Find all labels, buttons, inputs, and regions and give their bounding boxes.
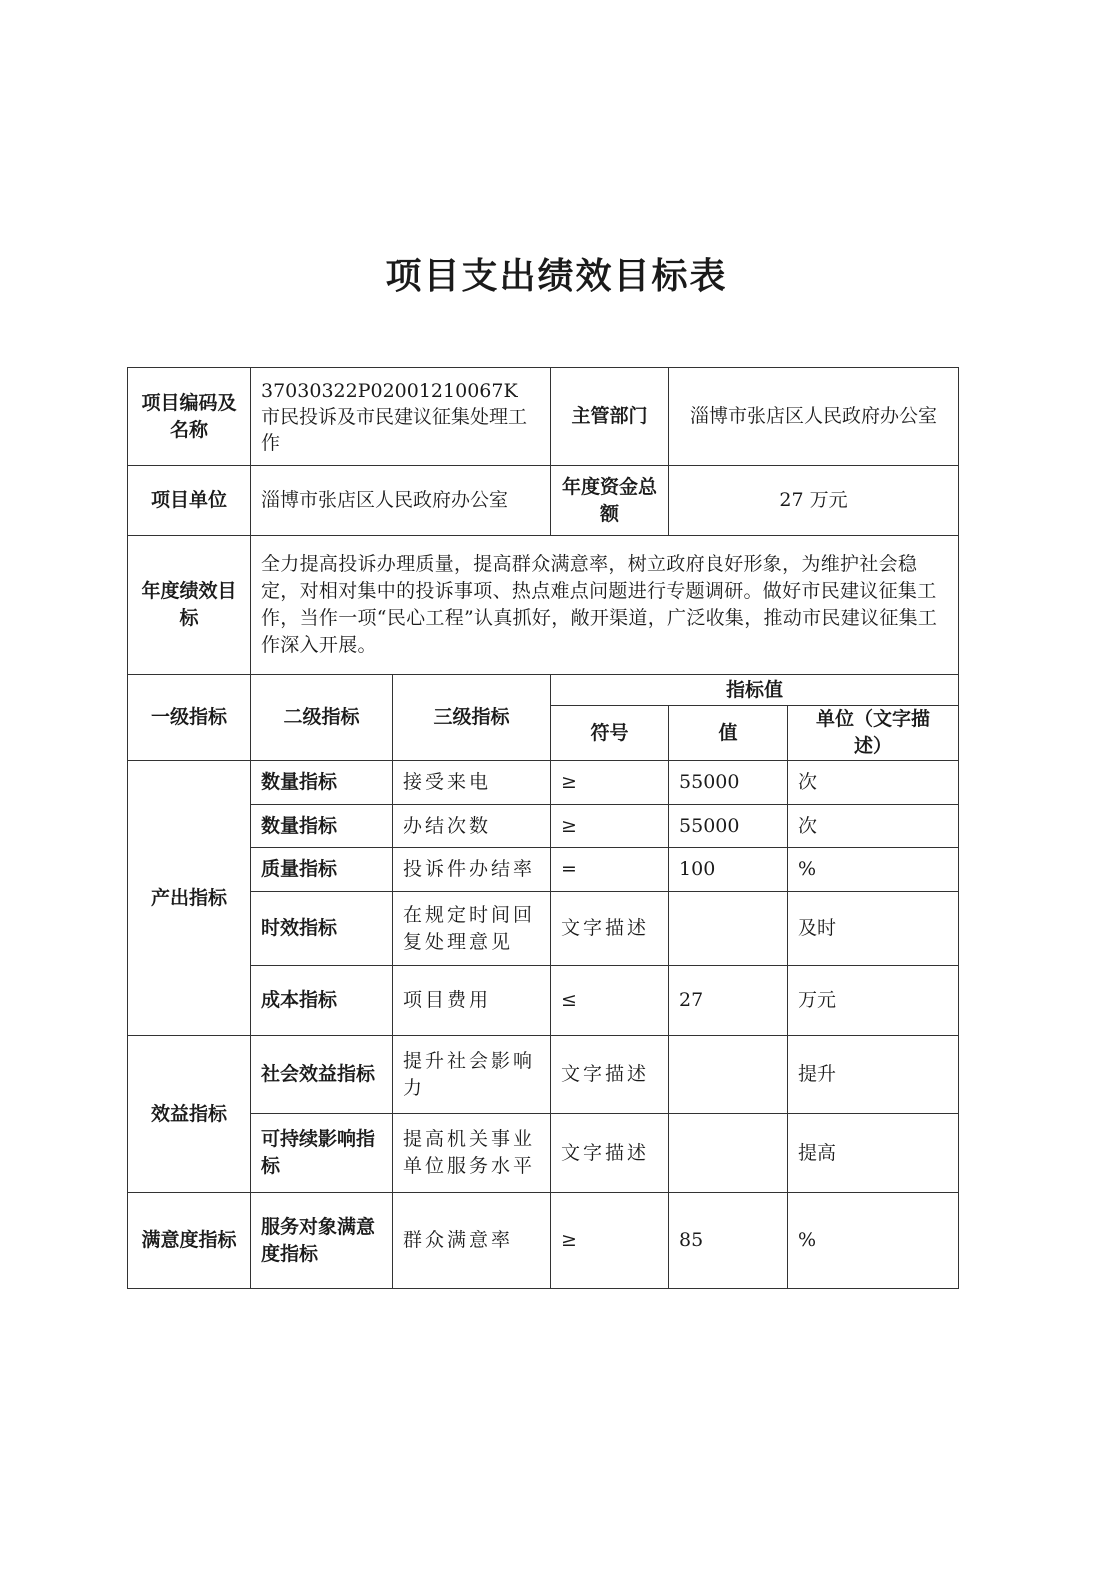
- symbol-cell: 文字描述: [551, 892, 669, 966]
- level3-indicator: 提升社会影响力: [393, 1036, 551, 1114]
- table-row: [128, 892, 959, 966]
- symbol-cell: ≥: [551, 761, 669, 805]
- value-cell: [669, 1114, 788, 1193]
- table-row: [128, 1036, 959, 1114]
- level2-indicator: 社会效益指标: [251, 1036, 393, 1114]
- header-symbol: 符号: [551, 706, 669, 761]
- level1-indicator: 效益指标: [128, 1036, 251, 1193]
- project-code: 37030322P02001210067K: [261, 379, 518, 402]
- level2-indicator: 成本指标: [251, 966, 393, 1036]
- performance-table: [127, 367, 959, 1289]
- value-cell: 55000: [669, 761, 788, 805]
- table-row: [128, 848, 959, 892]
- annual-fund-label: 年度资金总额: [551, 466, 669, 536]
- level2-indicator: 数量指标: [251, 805, 393, 848]
- project-unit-label: 项目单位: [128, 466, 251, 536]
- project-code-label: 项目编码及名称: [128, 368, 251, 466]
- unit-cell: 及时: [788, 892, 959, 966]
- level3-indicator: 群众满意率: [393, 1193, 551, 1289]
- level1-indicator: 产出指标: [128, 761, 251, 1036]
- header-level1: 一级指标: [128, 675, 251, 761]
- table-row: [128, 1114, 959, 1193]
- level1-indicator: 满意度指标: [128, 1193, 251, 1289]
- value-cell: 55000: [669, 805, 788, 848]
- level2-indicator: 时效指标: [251, 892, 393, 966]
- header-value: 值: [669, 706, 788, 761]
- level3-indicator: 投诉件办结率: [393, 848, 551, 892]
- annual-fund-value: 27 万元: [669, 466, 959, 536]
- level2-indicator: 可持续影响指标: [251, 1114, 393, 1193]
- table-row: [128, 761, 959, 805]
- page-title: 项目支出绩效目标表: [385, 256, 728, 297]
- unit-cell: %: [788, 848, 959, 892]
- value-cell: 27: [669, 966, 788, 1036]
- level2-indicator: 数量指标: [251, 761, 393, 805]
- unit-cell: 提高: [788, 1114, 959, 1193]
- table-row: [128, 805, 959, 848]
- level3-indicator: 办结次数: [393, 805, 551, 848]
- department-value: 淄博市张店区人民政府办公室: [669, 368, 959, 466]
- project-code-name-cell: [251, 368, 551, 466]
- header-unit: 单位（文字描述）: [788, 706, 959, 761]
- symbol-cell: ≥: [551, 1193, 669, 1289]
- department-label: 主管部门: [551, 368, 669, 466]
- indicator-rows: [128, 761, 959, 1289]
- annual-goal-label: 年度绩效目标: [128, 536, 251, 675]
- table-row: [128, 1193, 959, 1289]
- value-cell: 85: [669, 1193, 788, 1289]
- value-cell: [669, 892, 788, 966]
- symbol-cell: =: [551, 848, 669, 892]
- level3-indicator: 接受来电: [393, 761, 551, 805]
- level3-indicator: 在规定时间回复处理意见: [393, 892, 551, 966]
- project-unit-value: 淄博市张店区人民政府办公室: [251, 466, 551, 536]
- level3-indicator: 项目费用: [393, 966, 551, 1036]
- value-cell: [669, 1036, 788, 1114]
- symbol-cell: 文字描述: [551, 1114, 669, 1193]
- annual-goal-text: 全力提高投诉办理质量，提高群众满意率，树立政府良好形象，为维护社会稳定，对相对集中的投诉事项、热点难点问题进行专题调研。做好市民建议征集工作，当作一项“民心工程”认真抓好，敞开渠道，广泛收集，推动市民建议征集工作深入开展。: [251, 536, 959, 675]
- unit-cell: 次: [788, 805, 959, 848]
- level3-indicator: 提高机关事业单位服务水平: [393, 1114, 551, 1193]
- table-row: [128, 966, 959, 1036]
- symbol-cell: ≤: [551, 966, 669, 1036]
- unit-cell: 次: [788, 761, 959, 805]
- header-level2: 二级指标: [251, 675, 393, 761]
- symbol-cell: ≥: [551, 805, 669, 848]
- symbol-cell: 文字描述: [551, 1036, 669, 1114]
- value-cell: 100: [669, 848, 788, 892]
- project-name: 市民投诉及市民建议征集处理工作: [261, 405, 528, 454]
- level2-indicator: 服务对象满意度指标: [251, 1193, 393, 1289]
- header-value-group: 指标值: [551, 675, 959, 706]
- unit-cell: %: [788, 1193, 959, 1289]
- level2-indicator: 质量指标: [251, 848, 393, 892]
- unit-cell: 提升: [788, 1036, 959, 1114]
- header-level3: 三级指标: [393, 675, 551, 761]
- unit-cell: 万元: [788, 966, 959, 1036]
